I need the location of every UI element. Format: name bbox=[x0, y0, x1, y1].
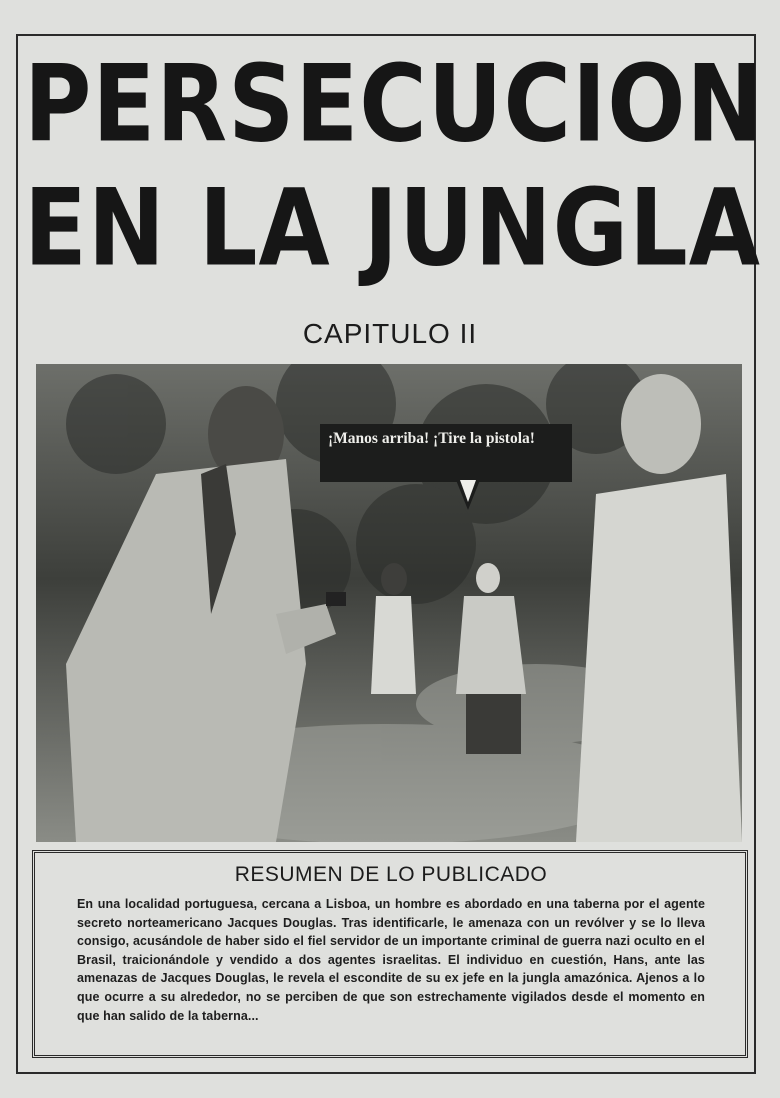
speech-bubble: ¡Manos arriba! ¡Tire la pistola! bbox=[320, 424, 572, 482]
summary-heading: RESUMEN DE LO PUBLICADO bbox=[234, 863, 548, 886]
title-line-1: PERSECUCION bbox=[24, 42, 765, 166]
chapter-heading: CAPITULO II bbox=[302, 318, 478, 349]
summary-box bbox=[32, 850, 748, 1058]
title-line-2: EN LA JUNGLA bbox=[24, 166, 761, 290]
speech-bubble-tail-inner bbox=[460, 480, 476, 502]
summary-text: En una localidad portuguesa, cercana a Lisboa, un hombre es abordado en una taberna por el agente secreto norteamericano Jacques Douglas. Tras identificarle, le amenaza con un revólver y se lo lleva consigo, acusándole de haber sido el fiel servidor de un importante criminal de guerra nazi oculto en el Brasil, traicionándole y vendido a dos agentes israelitas. El individuo en cuestión, Hans, ante las amenazas de Jacques Douglas, le revela el escondite de su ex jefe en la jungla amazónica. Ajenos a lo que ocurre a su alrededor, no se perciben de que son estrechamente vigilados desde el momento en que han salido de la taberna... bbox=[77, 897, 705, 1023]
